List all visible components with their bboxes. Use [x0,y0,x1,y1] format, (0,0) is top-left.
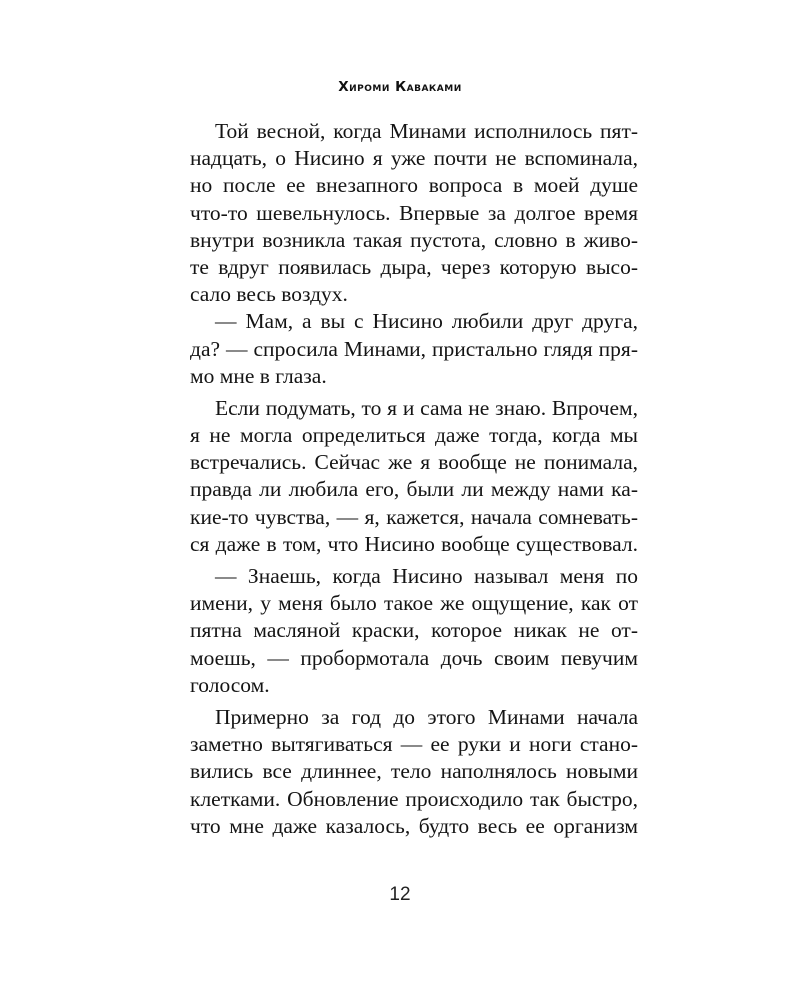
text-line: вились все длиннее, тело наполнялось новыми [190,759,638,784]
body-text [190,118,638,840]
text-line: имени, у меня было такое же ощущение, как от [190,591,638,616]
text-line: Той весной, когда Минами исполнилось пят- [215,119,638,143]
text-line: внутри возникла такая пустота, словно в живо- [190,227,638,252]
text-line: те вдруг появилась дыра, через которую высо- [190,254,638,279]
text-line: голосом. [190,672,270,697]
text-line: что мне даже казалось, будто весь ее организм [190,813,638,838]
text-line: я не могла определиться даже тогда, когда мы [190,423,638,448]
text-line: заметно вытягиваться — ее руки и ноги стано- [190,732,638,757]
text-line: Примерно за год до этого Минами начала [215,704,638,729]
text-line: да? — спросила Минами, пристально глядя пря- [190,336,638,361]
text-line: сало весь воздух. [190,282,348,307]
text-line: правда ли любила его, были ли между нами ка- [190,477,638,502]
text-line: — Знаешь, когда Нисино называл меня по [215,564,638,588]
page-number: 12 [389,884,411,905]
text-line: что-то шевельнулось. Впервые за долгое время [190,200,638,225]
text-line: встречались. Сейчас же я вообще не понимала, [190,450,638,475]
text-line: но после ее внезапного вопроса в моей душе [190,173,638,198]
text-line: кие-то чувства, — я, кажется, начала сомневать- [190,504,638,529]
text-line: надцать, о Нисино я уже почти не вспоминала, [190,146,638,171]
text-line: пятна масляной краски, которое никак не от- [190,618,638,643]
text-line: моешь, — пробормотала дочь своим певучим [190,645,638,670]
text-line: мо мне в глаза. [190,363,327,388]
text-line: ся даже в том, что Нисино вообще существовал. [190,531,638,556]
text-line: клетками. Обновление происходило так быстро, [190,786,638,811]
text-line: — Мам, а вы с Нисино любили друг друга, [215,309,638,334]
text-line: Если подумать, то я и сама не знаю. Впрочем, [215,395,638,420]
running-header-author: Хироми Каваками [338,79,462,95]
